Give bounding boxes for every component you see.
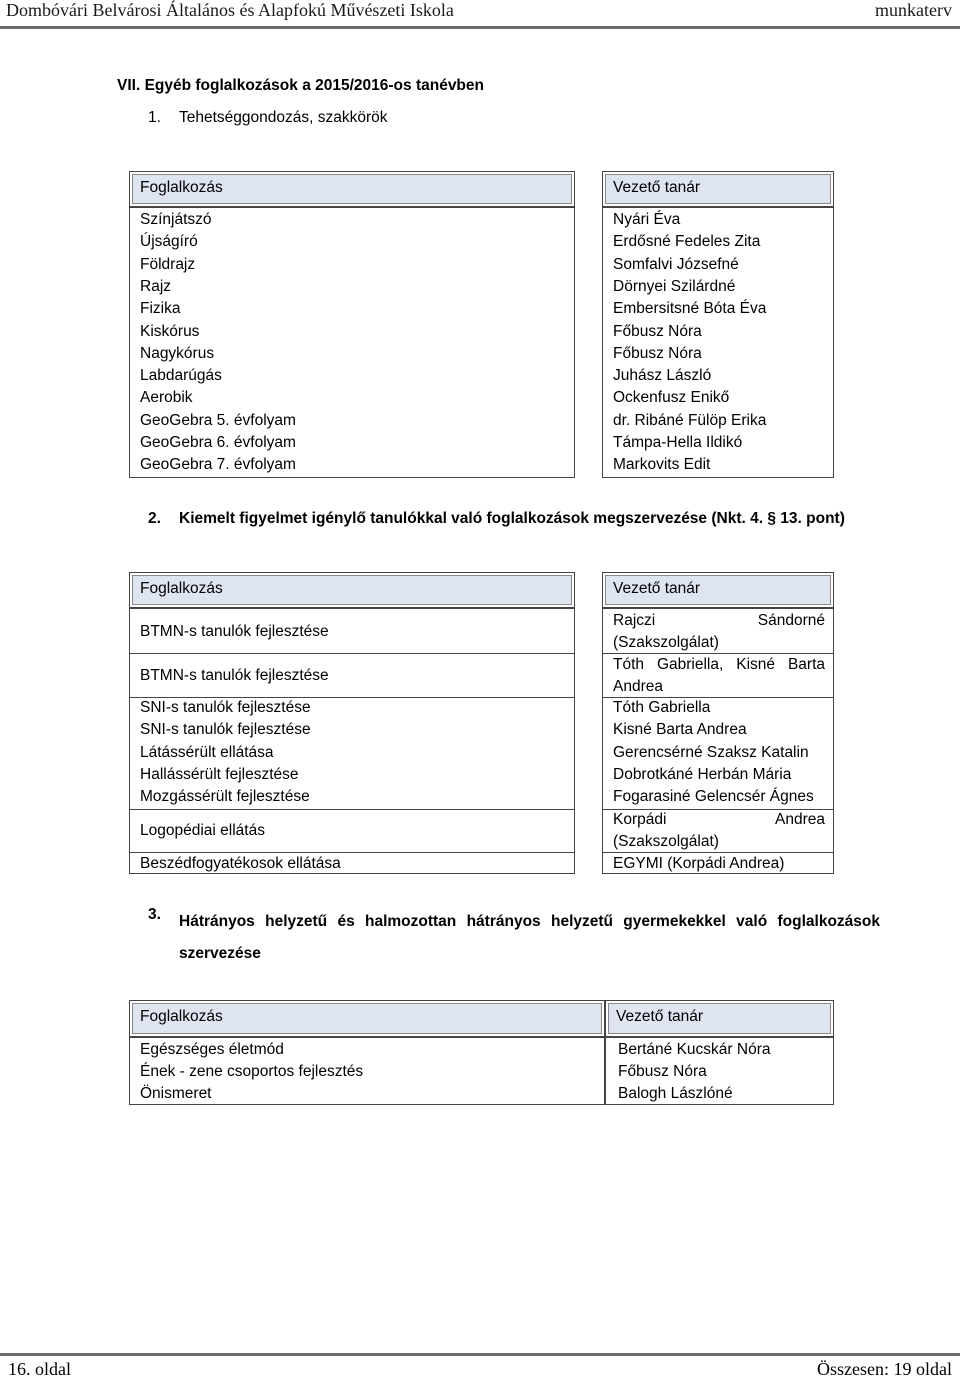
row-divider <box>130 809 574 810</box>
table2-body-col1 <box>129 608 575 874</box>
subsection1-title: Tehetséggondozás, szakkörök <box>179 109 388 126</box>
table-cell: GeoGebra 5. évfolyam <box>140 411 296 429</box>
table-cell: Tóth Gabriella <box>613 699 711 716</box>
table-cell: Rajz <box>140 277 172 295</box>
row-divider <box>130 653 574 654</box>
subsection2-title: Kiemelt figyelmet igénylő tanulókkal való foglalkozások megszervezése (Nkt. 4. § 13. pont) <box>179 510 845 527</box>
header-school-name: Dombóvári Belvárosi Általános és Alapfokú Művészeti Iskola <box>6 0 454 20</box>
table-cell: Kiskórus <box>140 322 200 340</box>
table3-body-col1 <box>129 1037 605 1105</box>
total-pages: Összesen: 19 oldal <box>817 1359 952 1379</box>
page-number: 16. oldal <box>8 1359 71 1379</box>
table-cell: Hallássérült fejlesztése <box>140 766 299 783</box>
table-cell: Önismeret <box>140 1085 212 1102</box>
table-cell: Nagykórus <box>140 344 215 362</box>
table-cell: SNI-s tanulók fejlesztése <box>140 721 311 738</box>
table-cell: GeoGebra 7. évfolyam <box>140 456 296 474</box>
table-cell: Beszédfogyatékosok ellátása <box>140 855 341 872</box>
header-rule <box>0 26 960 29</box>
subsection1-number: 1. <box>148 109 161 126</box>
table-cell: dr. Ribáné Fülöp Erika <box>613 411 767 429</box>
subsection3-title: Hátrányos helyzetű és halmozottan hátrányos helyzetű gyermekekkel való foglalkozások szervezése <box>179 913 880 962</box>
paragraph-sign: § <box>767 510 776 527</box>
table-cell: Korpádi Andrea (Szakszolgálat) <box>613 811 825 851</box>
table3-header-col2: Vezető tanár <box>605 1000 834 1037</box>
table3-header-col1: Foglalkozás <box>129 1000 605 1037</box>
table-cell: BTMN-s tanulók fejlesztése <box>140 667 329 684</box>
table-cell: GeoGebra 6. évfolyam <box>140 434 296 451</box>
table-cell: Fizika <box>140 300 181 318</box>
table1-body-col2 <box>602 207 834 478</box>
table-cell: Fogarasiné Gelencsér Ágnes <box>613 788 814 805</box>
table-cell: Főbusz Nóra <box>618 1063 707 1080</box>
table-cell: Nyári Éva <box>613 211 681 228</box>
table-cell: Színjátszó <box>140 211 212 228</box>
table-cell: Tóth Gabriella, Kisné Barta Andrea <box>613 656 825 696</box>
table2-header-col2: Vezető tanár <box>602 572 834 608</box>
table2-header-col1: Foglalkozás <box>129 572 575 608</box>
subsection2-number: 2. <box>148 510 161 527</box>
table-cell: Főbusz Nóra <box>613 322 702 340</box>
table-cell: Dörnyei Szilárdné <box>613 277 736 295</box>
table1-header-col1: Foglalkozás <box>129 171 575 207</box>
table-cell: Gerencsérné Szaksz Katalin <box>613 744 809 761</box>
table-cell: Erdősné Fedeles Zita <box>613 233 761 251</box>
table3-body-col2 <box>605 1037 834 1105</box>
section-title: VII. Egyéb foglalkozások a 2015/2016-os tanévben <box>117 77 484 94</box>
table-cell: BTMN-s tanulók fejlesztése <box>140 623 329 640</box>
table-cell: Újságíró <box>140 233 198 251</box>
table-cell: SNI-s tanulók fejlesztése <box>140 699 311 716</box>
table-cell: EGYMI (Korpádi Andrea) <box>613 855 785 872</box>
table1-body-col1 <box>129 207 575 478</box>
table-cell: Főbusz Nóra <box>613 344 702 362</box>
table-cell: Ének - zene csoportos fejlesztés <box>140 1063 364 1080</box>
table-cell: Embersitsné Bóta Éva <box>613 300 767 318</box>
header-doc-type: munkaterv <box>875 0 952 20</box>
subsection3-number: 3. <box>148 906 161 923</box>
table-cell: Rajczi Sándorné (Szakszolgálat) <box>613 612 825 652</box>
table-cell: Markovits Edit <box>613 456 711 474</box>
table-cell: Ockenfusz Enikő <box>613 389 730 407</box>
footer-rule <box>0 1353 960 1356</box>
table-cell: Somfalvi Józsefné <box>613 255 739 273</box>
table-cell: Kisné Barta Andrea <box>613 721 747 738</box>
table-cell: Aerobik <box>140 389 193 407</box>
table-cell: Egészséges életmód <box>140 1041 284 1058</box>
table-cell: Földrajz <box>140 255 196 273</box>
table-cell: Balogh Lászlóné <box>618 1085 733 1102</box>
table-cell: Látássérült ellátása <box>140 744 274 761</box>
table1-header-col2: Vezető tanár <box>602 171 834 207</box>
table-cell: Labdarúgás <box>140 367 222 385</box>
table-cell: Mozgássérült fejlesztése <box>140 788 310 805</box>
table-cell: Dobrotkáné Herbán Mária <box>613 766 792 783</box>
table-cell: Logopédiai ellátás <box>140 822 265 839</box>
table-cell: Bertáné Kucskár Nóra <box>618 1041 771 1058</box>
table2-body-col2 <box>602 608 834 874</box>
table-cell: Juhász László <box>613 367 712 385</box>
table-cell: Támpa-Hella Ildikó <box>613 434 743 451</box>
